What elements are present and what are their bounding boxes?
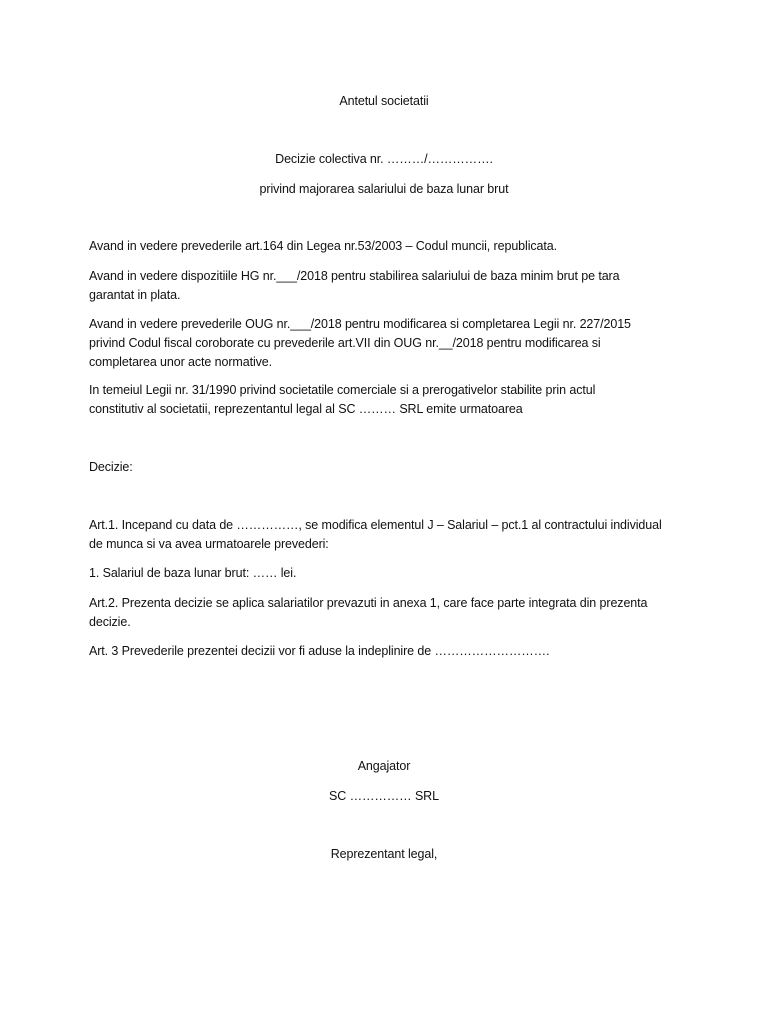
preamble-paragraph-3-line-1: Avand in vedere prevederile OUG nr.___/2018 pentru modificarea si completarea Legii nr. 227/2015 <box>89 317 631 331</box>
preamble-paragraph-3-line-3: completarea unor acte normative. <box>89 355 273 369</box>
decision-subject: privind majorarea salariului de baza lunar brut <box>259 182 509 196</box>
article-1-item: 1. Salariul de baza lunar brut: …… lei. <box>89 566 297 580</box>
preamble-paragraph-4-line-2: constitutiv al societatii, reprezentantul legal al SC ……… SRL emite urmatoarea <box>89 402 523 416</box>
employer-label: Angajator <box>357 759 411 773</box>
preamble-paragraph-2-line-1: Avand in vedere dispozitiile HG nr.___/2018 pentru stabilirea salariului de baza minim brut pe tara <box>89 269 620 283</box>
decision-number: Decizie colectiva nr. ………/……………. <box>275 152 493 166</box>
article-2-line-2: decizie. <box>89 615 131 629</box>
article-3: Art. 3 Prevederile prezentei decizii vor fi aduse la indeplinire de ………………………. <box>89 644 550 658</box>
preamble-paragraph-1: Avand in vedere prevederile art.164 din Legea nr.53/2003 – Codul muncii, republicata. <box>89 239 557 253</box>
company-header: Antetul societatii <box>339 94 429 108</box>
company-name: SC …………… SRL <box>329 789 439 803</box>
decision-heading: Decizie: <box>89 460 133 474</box>
preamble-paragraph-2-line-2: garantat in plata. <box>89 288 181 302</box>
legal-representative-label: Reprezentant legal, <box>330 847 438 861</box>
preamble-paragraph-4-line-1: In temeiul Legii nr. 31/1990 privind societatile comerciale si a prerogativelor stabilite prin actul <box>89 383 596 397</box>
preamble-paragraph-3-line-2: privind Codul fiscal coroborate cu prevederile art.VII din OUG nr.__/2018 pentru modificarea si <box>89 336 601 350</box>
article-1-line-1: Art.1. Incepand cu data de ……………, se modifica elementul J – Salariul – pct.1 al contractului individual <box>89 518 662 532</box>
article-1-line-2: de munca si va avea urmatoarele prevederi: <box>89 537 329 551</box>
article-2-line-1: Art.2. Prezenta decizie se aplica salariatilor prevazuti in anexa 1, care face parte integrata din prezenta <box>89 596 648 610</box>
